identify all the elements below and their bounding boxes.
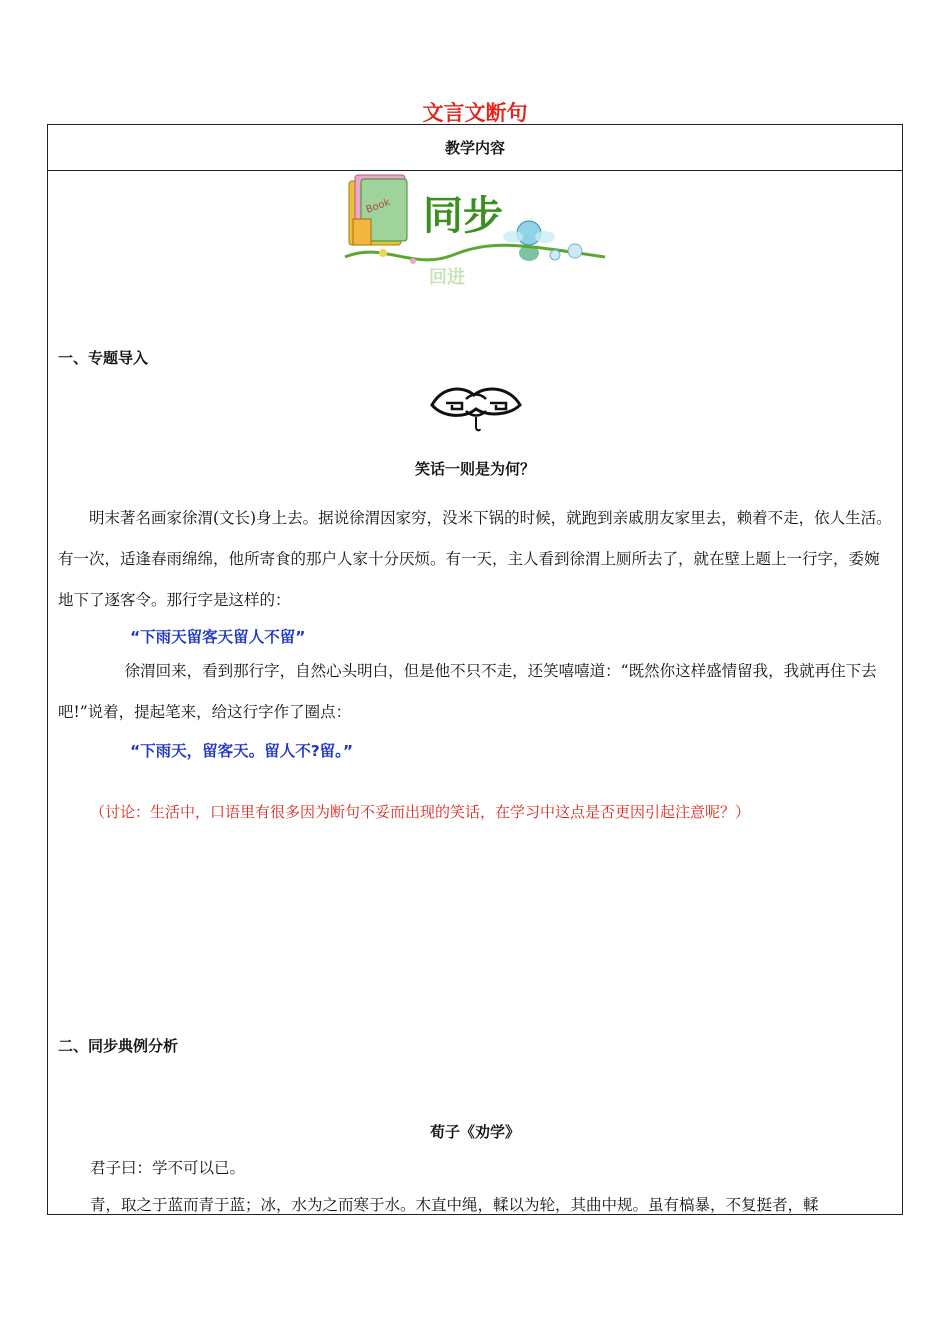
discussion-note: （讨论：生活中，口语里有很多因为断句不妥而出现的笑话，在学习中这点是否更因引起注意呢？） (90, 803, 751, 821)
text-line-1: 君子曰：学不可以已。 (90, 1159, 246, 1177)
story-title: 笑话一则是为何？ (414, 460, 535, 478)
story-paragraph-1: 明末著名画家徐渭(文长)身上去。据说徐渭因家穷，没米下锅的时候，就跑到亲戚朋友家里去，赖着不走，依人生活。有一次，适逢春雨绵绵，他所寄食的那户人家十分厌烦。有一天，主人看到徐渭上厕所去了，就在壁上题上一行字，委婉地下了逐客令。那行字是这样的： (58, 509, 892, 609)
banner-main-text: 同步 (423, 193, 503, 239)
ornament-divider (426, 377, 526, 435)
story-paragraph-2: 徐渭回来，看到那行字，自然心头明白，但是他不只不走，还笑嘻嘻道：“既然你这样盛情留我，我就再住下去吧!”说着，提起笔来，给这行字作了圈点： (58, 662, 877, 721)
banner-sub-text: 回进 (429, 267, 465, 288)
text-line-2: 青，取之于蓝而青于蓝；冰，水为之而寒于水。木直中绳，輮以为轮，其曲中规。虽有槁暴，不复挺者，輮 (90, 1196, 819, 1214)
book-label: Book (364, 197, 392, 216)
content-table (47, 124, 903, 1215)
table-header: 教学内容 (48, 125, 902, 171)
text-title: 荀子《劝学》 (429, 1123, 520, 1141)
quote-punctuated: “下雨天，留客天。留人不?留。” (130, 742, 354, 760)
document-title: 文言文断句 (422, 101, 528, 125)
section-heading-examples: 二、同步典例分析 (58, 1037, 179, 1055)
quote-original: “下雨天留客天留人不留” (130, 628, 306, 646)
section-heading-intro: 一、专题导入 (58, 349, 149, 367)
sync-banner-image (343, 171, 609, 289)
